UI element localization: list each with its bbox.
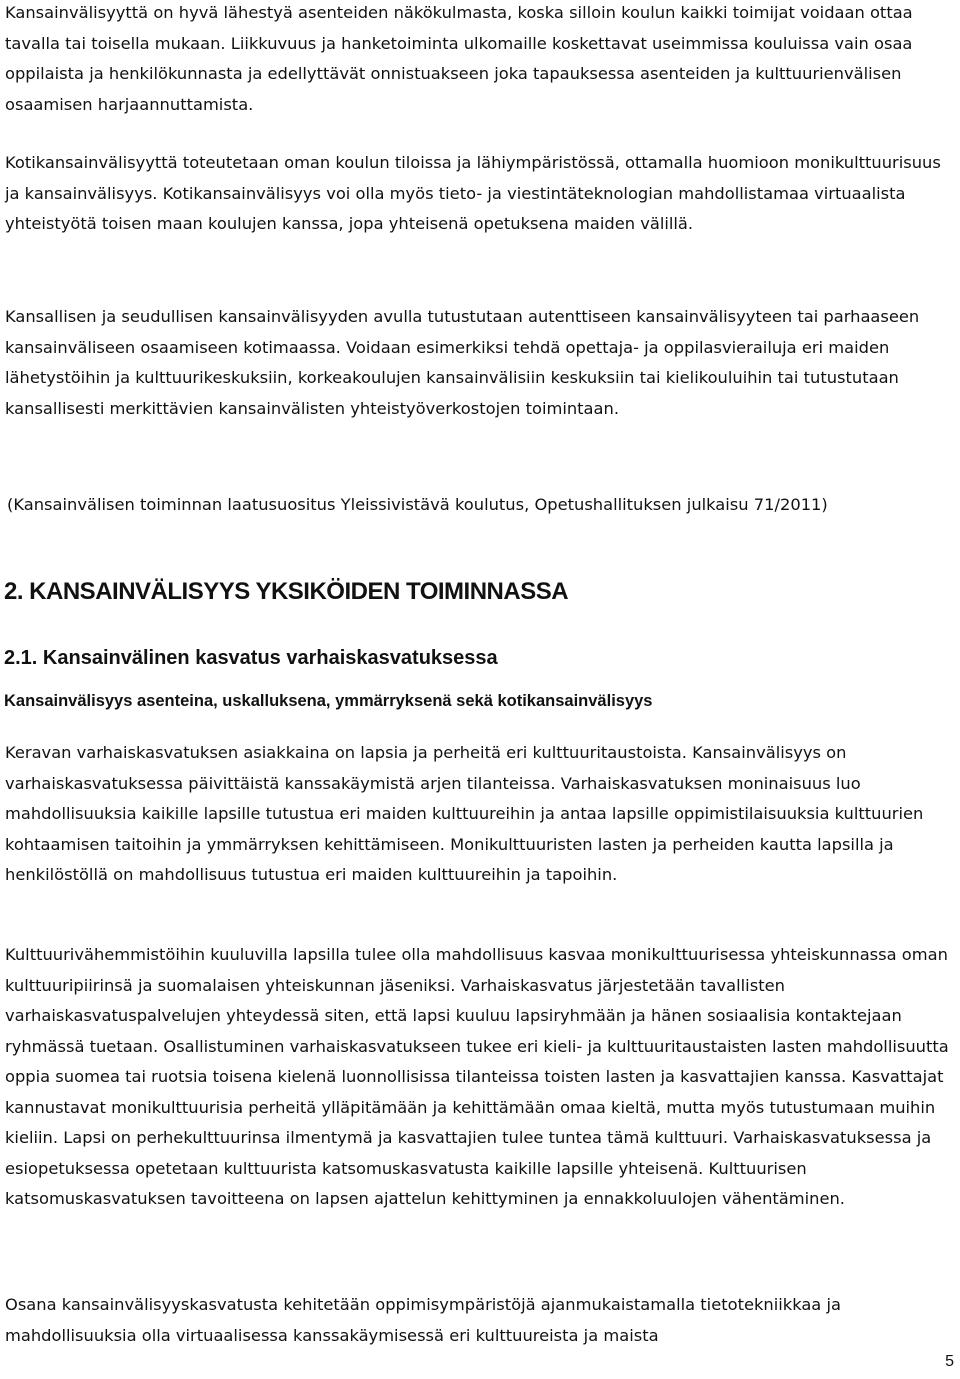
paragraph-kerava-early-education: Keravan varhaiskasvatuksen asiakkaina on lapsia ja perheitä eri kulttuuritaustoista. Kansainvälisyys on varhaiskasvatuksessa päivittäistä kanssakäymistä arjen tilanteissa. Varhaiskasvatuksen moninaisuus luo mahdollisuuksia kaikille lapsille tutustua eri maiden kulttuureihin ja antaa lapsille oppimistilaisuuksia kulttuurien kohtaamisen taitoihin ja ymmärryksen kehittämiseen. Monikulttuuristen lasten ja perheiden kautta lapsilla ja henkilöstöllä on mahdollisuus tutustua eri maiden kulttuureihin ja tapoihin.: [5, 743, 924, 884]
paragraph-learning-environments: Osana kansainvälisyyskasvatusta kehitetään oppimisympäristöjä ajanmukaistamalla tietotekniikkaa ja mahdollisuuksia olla virtuaalisessa kanssakäymisessä eri kulttuureista ja maista: [5, 1295, 841, 1345]
paragraph-national-internationalization: Kansallisen ja seudullisen kansainvälisyyden avulla tutustutaan autenttiseen kansainvälisyyteen tai parhaaseen kansainväliseen osaamiseen kotimaassa. Voidaan esimerkiksi tehdä opettaja- ja oppilasvierailuja eri maiden lähetystöihin ja kulttuurikeskuksiin, korkeakoulujen kansainvälisiin keskuksiin tai kielikouluihin tai tutustutaan kansallisesti merkittävien kansainvälisten yhteistyöverkostojen toimintaan.: [5, 307, 920, 418]
page-number: 5: [945, 1353, 954, 1370]
subsection-heading: 2.1. Kansainvälinen kasvatus varhaiskasvatuksessa: [4, 647, 498, 669]
section-heading: 2. KANSAINVÄLISYYS YKSIKÖIDEN TOIMINNASSA: [4, 578, 569, 605]
citation: (Kansainvälisen toiminnan laatusuositus Yleissivistävä koulutus, Opetushallituksen julkaisu 71/2011): [7, 495, 828, 514]
paragraph-home-internationalization: Kotikansainvälisyyttä toteutetaan oman koulun tiloissa ja lähiympäristössä, ottamalla huomioon monikulttuurisuus ja kansainvälisyys. Kotikansainvälisyys voi olla myös tieto- ja viestintäteknologian mahdollistamaa virtuaalista yhteistyötä toisen maan koulujen kanssa, jopa yhteisenä opetuksena maiden välillä.: [5, 153, 941, 233]
paragraph-cultural-minorities: Kulttuurivähemmistöihin kuuluvilla lapsilla tulee olla mahdollisuus kasvaa monikulttuurisessa yhteiskunnassa oman kulttuuripiirinsä ja suomalaisen yhteiskunnan jäseniksi. Varhaiskasvatus järjestetään tavallisten varhaiskasvatuspalvelujen yhteydessä siten, että lapsi kuuluu lapsiryhmään ja hänen sosiaalisia kontaktejaan ryhmässä tuetaan. Osallistuminen varhaiskasvatukseen tukee eri kieli- ja kulttuuritaustaisten lasten mahdollisuutta oppia suomea tai ruotsia toisena kielenä luonnollisissa tilanteissa toisten lasten ja kasvattajien kanssa. Kasvattajat kannustavat monikulttuurisia perheitä ylläpitämään ja kehittämään omaa kieltä, mutta myös tutustumaan muihin kieliin. Lapsi on perhekulttuurinsa ilmentymä ja kasvattajien tulee tuntea tämä kulttuuri. Varhaiskasvatuksessa ja esiopetuksessa opetetaan kulttuurista katsomuskasvatusta kaikille lapsille yhteisenä. Kulttuurisen katsomuskasvatuksen tavoitteena on lapsen ajattelun kehittyminen ja ennakkoluulojen vähentäminen.: [5, 945, 949, 1208]
subheading: Kansainvälisyys asenteina, uskalluksena, ymmärryksenä sekä kotikansainvälisyys: [4, 692, 653, 710]
paragraph-attitudes: Kansainvälisyyttä on hyvä lähestyä asenteiden näkökulmasta, koska silloin koulun kaikki toimijat voidaan ottaa tavalla tai toisella mukaan. Liikkuvuus ja hanketoiminta ulkomaille koskettavat useimmissa kouluissa vain osaa oppilaista ja henkilökunnasta ja edellyttävät onnistuakseen joka tapauksessa asenteiden ja kulttuurienvälisen osaamisen harjaannuttamista.: [5, 3, 913, 114]
